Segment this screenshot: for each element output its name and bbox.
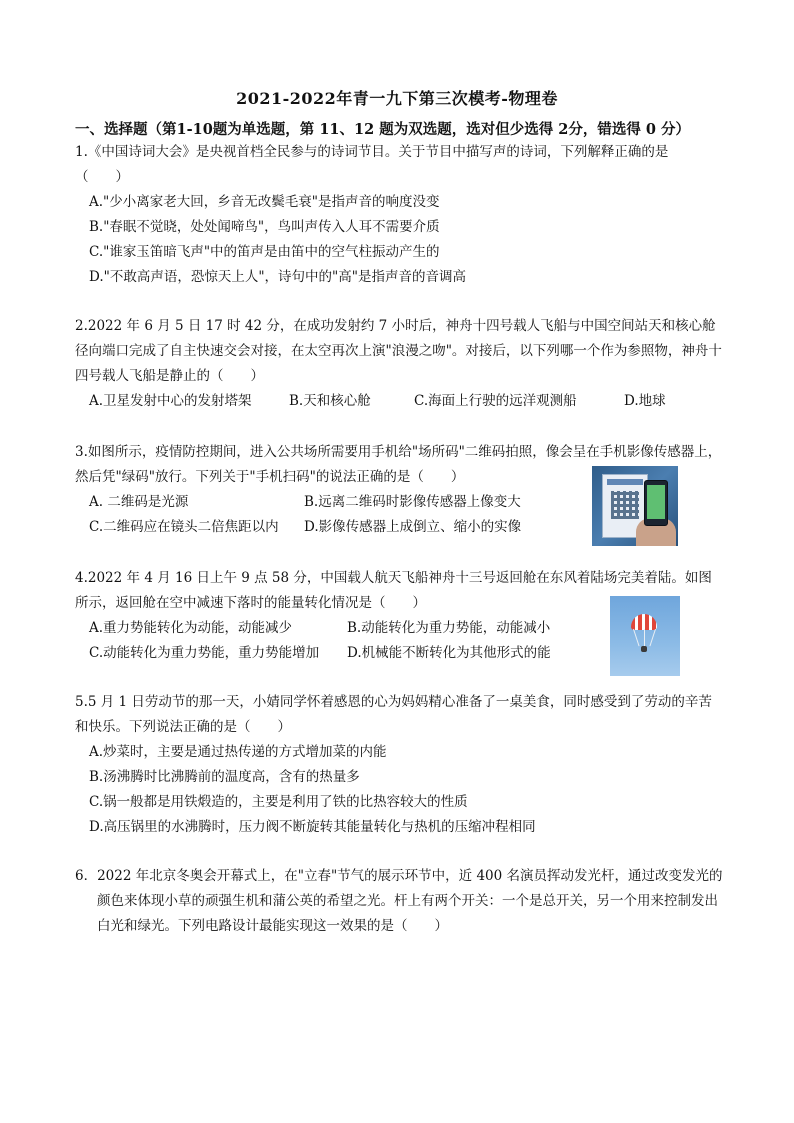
question-5-option-a: A.炒菜时，主要是通过热传递的方式增加菜的内能 xyxy=(89,744,387,760)
question-3-stem: 3.如图所示，疫情防控期间，进入公共场所需要用手机给"场所码"二维码拍照，像会呈在手机影像传感器上，然后凭"绿码"放行。下列关于"手机扫码"的说法正确的是（ ） xyxy=(75,444,722,485)
question-5 xyxy=(75,690,725,840)
question-3-option-c: C.二维码应在镜头二倍焦距以内 xyxy=(89,519,279,535)
question-3-option-d: D.影像传感器上成倒立、缩小的实像 xyxy=(304,519,522,535)
question-1 xyxy=(75,140,725,290)
qr-code-icon xyxy=(611,491,639,519)
question-2-options xyxy=(75,389,725,414)
parachute-icon xyxy=(631,614,657,630)
question-3-option-a: A. 二维码是光源 xyxy=(89,494,189,510)
phone-icon xyxy=(644,480,668,526)
question-1-blank: （ ） xyxy=(75,169,129,185)
question-2-option-b: B.天和核心舱 xyxy=(289,393,371,409)
question-4-stem: 4.2022 年 4 月 16 日上午 9 点 58 分，中国载人航天飞船神舟十三号返回舱在东风着陆场完美着陆。如图所示，返回舱在空中减速下落时的能量转化情况是（ ） xyxy=(75,570,712,611)
question-1-option-b: B."春眠不觉晓，处处闻啼鸟"，鸟叫声传入人耳不需要介质 xyxy=(89,219,440,235)
parachute-photo xyxy=(610,596,680,676)
return-capsule-icon xyxy=(641,646,647,652)
question-5-stem: 5.5 月 1 日劳动节的那一天，小婧同学怀着感恩的心为妈妈精心准备了一桌美食，同时感受到了劳动的辛苦和快乐。下列说法正确的是（ ） xyxy=(75,694,712,735)
question-1-stem: 1.《中国诗词大会》是央视首档全民参与的诗词节目。关于节目中描写声的诗词，下列解释正确的是 xyxy=(75,144,669,160)
question-6 xyxy=(75,864,725,939)
section-heading: 一、选择题（第1-10题为单选题，第 11、12 题为双选题，选对但少选得 2分，错选得 0 分） xyxy=(75,121,691,138)
question-2-option-c: C.海面上行驶的远洋观测船 xyxy=(414,393,577,409)
question-5-option-d: D.高压锅里的水沸腾时，压力阀不断旋转其能量转化与热机的压缩冲程相同 xyxy=(89,819,536,835)
question-6-stem: 6．2022 年北京冬奥会开幕式上，在"立春"节气的展示环节中，近 400 名演员挥动发光杆，通过改变发光的颜色来体现小草的顽强生机和蒲公英的希望之光。杆上有两个开关：一个是总开关，另一个用来控制发出白光和绿光。下列电路设计最能实现这一效果的是（ ） xyxy=(75,868,723,934)
question-5-option-b: B.汤沸腾时比沸腾前的温度高，含有的热量多 xyxy=(89,769,360,785)
question-3-option-b: B.远离二维码时影像传感器上像变大 xyxy=(304,494,521,510)
question-4-option-d: D.机械能不断转化为其他形式的能 xyxy=(347,645,551,661)
question-2-option-d: D.地球 xyxy=(624,393,666,409)
question-2 xyxy=(75,314,725,414)
question-4-option-a: A.重力势能转化为动能，动能减少 xyxy=(89,620,293,636)
question-1-option-a: A."少小离家老大回，乡音无改鬓毛衰"是指声音的响度没变 xyxy=(89,194,440,210)
question-4-option-c: C.动能转化为重力势能，重力势能增加 xyxy=(89,645,320,661)
question-2-option-a: A.卫星发射中心的发射塔架 xyxy=(89,393,252,409)
qr-scan-photo xyxy=(592,466,678,546)
question-2-stem: 2.2022 年 6 月 5 日 17 时 42 分，在成功发射约 7 小时后，神舟十四号载人飞船与中国空间站天和核心舱径向端口完成了自主快速交会对接，在太空再次上演"浪漫之吻"。对接后，以下列哪一个作为参照物，神舟十四号载人飞船是静止的（ ） xyxy=(75,318,722,384)
question-1-option-c: C."谁家玉笛暗飞声"中的笛声是由笛中的空气柱振动产生的 xyxy=(89,244,440,260)
question-1-option-d: D."不敢高声语，恐惊天上人"，诗句中的"高"是指声音的音调高 xyxy=(89,269,466,285)
question-4-option-b: B.动能转化为重力势能，动能减小 xyxy=(347,620,551,636)
question-5-option-c: C.锅一般都是用铁煅造的，主要是利用了铁的比热容较大的性质 xyxy=(89,794,468,810)
exam-title: 2021-2022年青一九下第三次模考-物理卷 xyxy=(236,89,558,108)
